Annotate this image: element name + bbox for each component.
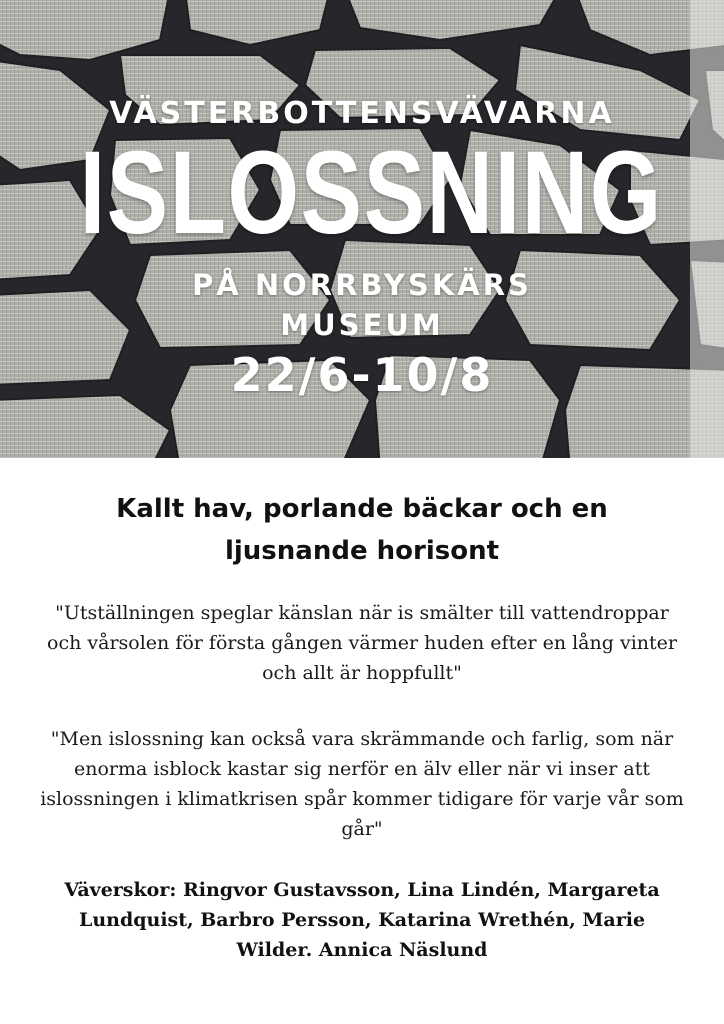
exhibition-dates: 22/6-10/8 [230,348,494,402]
weavers-credits: Väverskor: Ringvor Gustavsson, Lina Lindén, Margareta Lundquist, Barbro Persson, Katarina Wrethén, Marie Wilder. Annica Näslund [64,879,660,961]
venue-line-2: MUSEUM [280,308,444,342]
exhibition-title: ISLOSSNING [79,127,663,259]
quote-2: "Men islossning kan också vara skrämmande och farlig, som när enorma isblock kastar sig nerför en älv eller när vi inser att islossningen i klimatkrisen spår kommer tidigare för varje vår som går" [40,728,684,840]
hero-photo [0,0,724,458]
organization-name: VÄSTERBOTTENSVÄVARNA [109,96,615,131]
subheading: Kallt hav, porlande bäckar och en ljusnande horisont [116,494,608,566]
venue [0,265,724,345]
quote-1: "Utställningen speglar känslan när is smälter till vattendroppar och vårsolen för första gången värmer huden efter en lång vinter och allt är hoppfullt" [47,602,677,684]
venue-line-1: PÅ NORRBYSKÄRS [192,268,532,302]
